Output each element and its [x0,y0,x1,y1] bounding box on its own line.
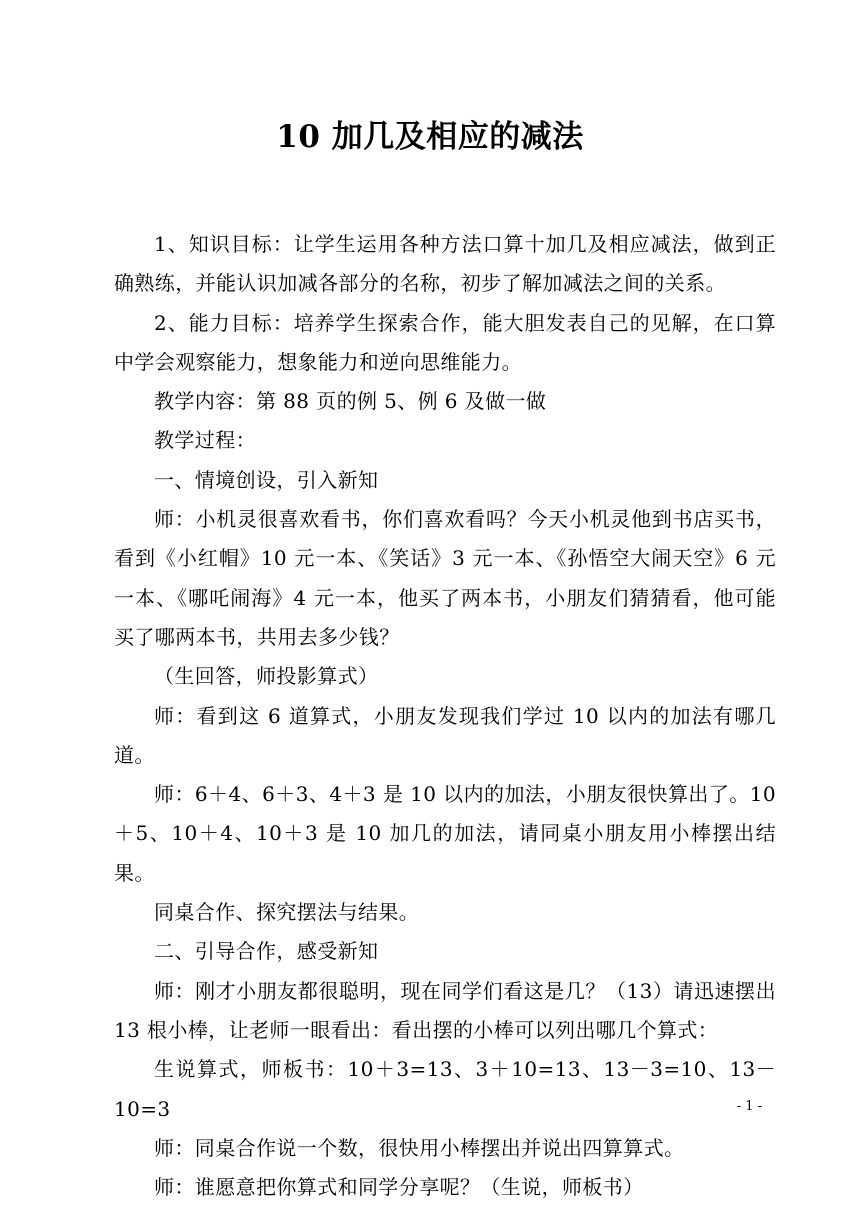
document-title: 10 加几及相应的减法 [276,119,584,155]
paragraph-story: 师：小机灵很喜欢看书，你们喜欢看吗？今天小机灵他到书店买书，看到《小红帽》10 元一本、《笑话》3 元一本、《孙悟空大闹天空》6 元一本、《哪吒闹海》4 元一本，他买了两本书，小朋友们猜猜看，他可能买了哪两本书，共用去多少钱？ [114,507,776,649]
paragraph-ability-goal: 2、能力目标：培养学生探索合作，能大胆发表自己的见解，在口算中学会观察能力，想象能力和逆向思维能力。 [114,310,776,374]
paragraph-teaching-content: 教学内容：第 88 页的例 5、例 6 及做一做 [154,389,547,414]
section-heading-2: 二、引导合作，感受新知 [154,939,379,964]
section-heading-1: 一、情境创设，引入新知 [154,467,379,492]
paragraph-knowledge-goal: 1、知识目标：让学生运用各种方法口算十加几及相应减法，做到正确熟练，并能认识加减各部分的名称，初步了解加减法之间的关系。 [114,232,776,296]
document-body [114,225,776,1207]
paragraph-thirteen-sticks: 师：刚才小朋友都很聪明，现在同学们看这是几？（13）请迅速摆出 13 根小棒，让老师一眼看出：看出摆的小棒可以列出哪几个算式： [114,978,776,1042]
paragraph-addition-within-10: 师：6＋4、6＋3、4＋3 是 10 以内的加法，小朋友很快算出了。10＋5、10＋4、10＋3 是 10 加几的加法，请同桌小朋友用小棒摆出结果。 [114,782,776,885]
paragraph-teaching-process: 教学过程： [154,428,256,453]
page-number: - 1 - [736,1099,762,1114]
paragraph-four-formulas: 师：同桌合作说一个数，很快用小棒摆出并说出四算算式。 [154,1135,685,1160]
paragraph-student-answer: （生回答，师投影算式） [154,664,379,689]
paragraph-board-formulas: 生说算式，师板书：10＋3=13、3＋10=13、13－3=10、13－10=3 [114,1057,776,1121]
paragraph-desk-cooperation: 同桌合作、探究摆法与结果。 [154,900,420,925]
paragraph-six-formulas: 师：看到这 6 道算式，小朋友发现我们学过 10 以内的加法有哪几道。 [114,703,776,767]
paragraph-share: 师：谁愿意把你算式和同学分享呢？（生说，师板书） [154,1175,644,1200]
